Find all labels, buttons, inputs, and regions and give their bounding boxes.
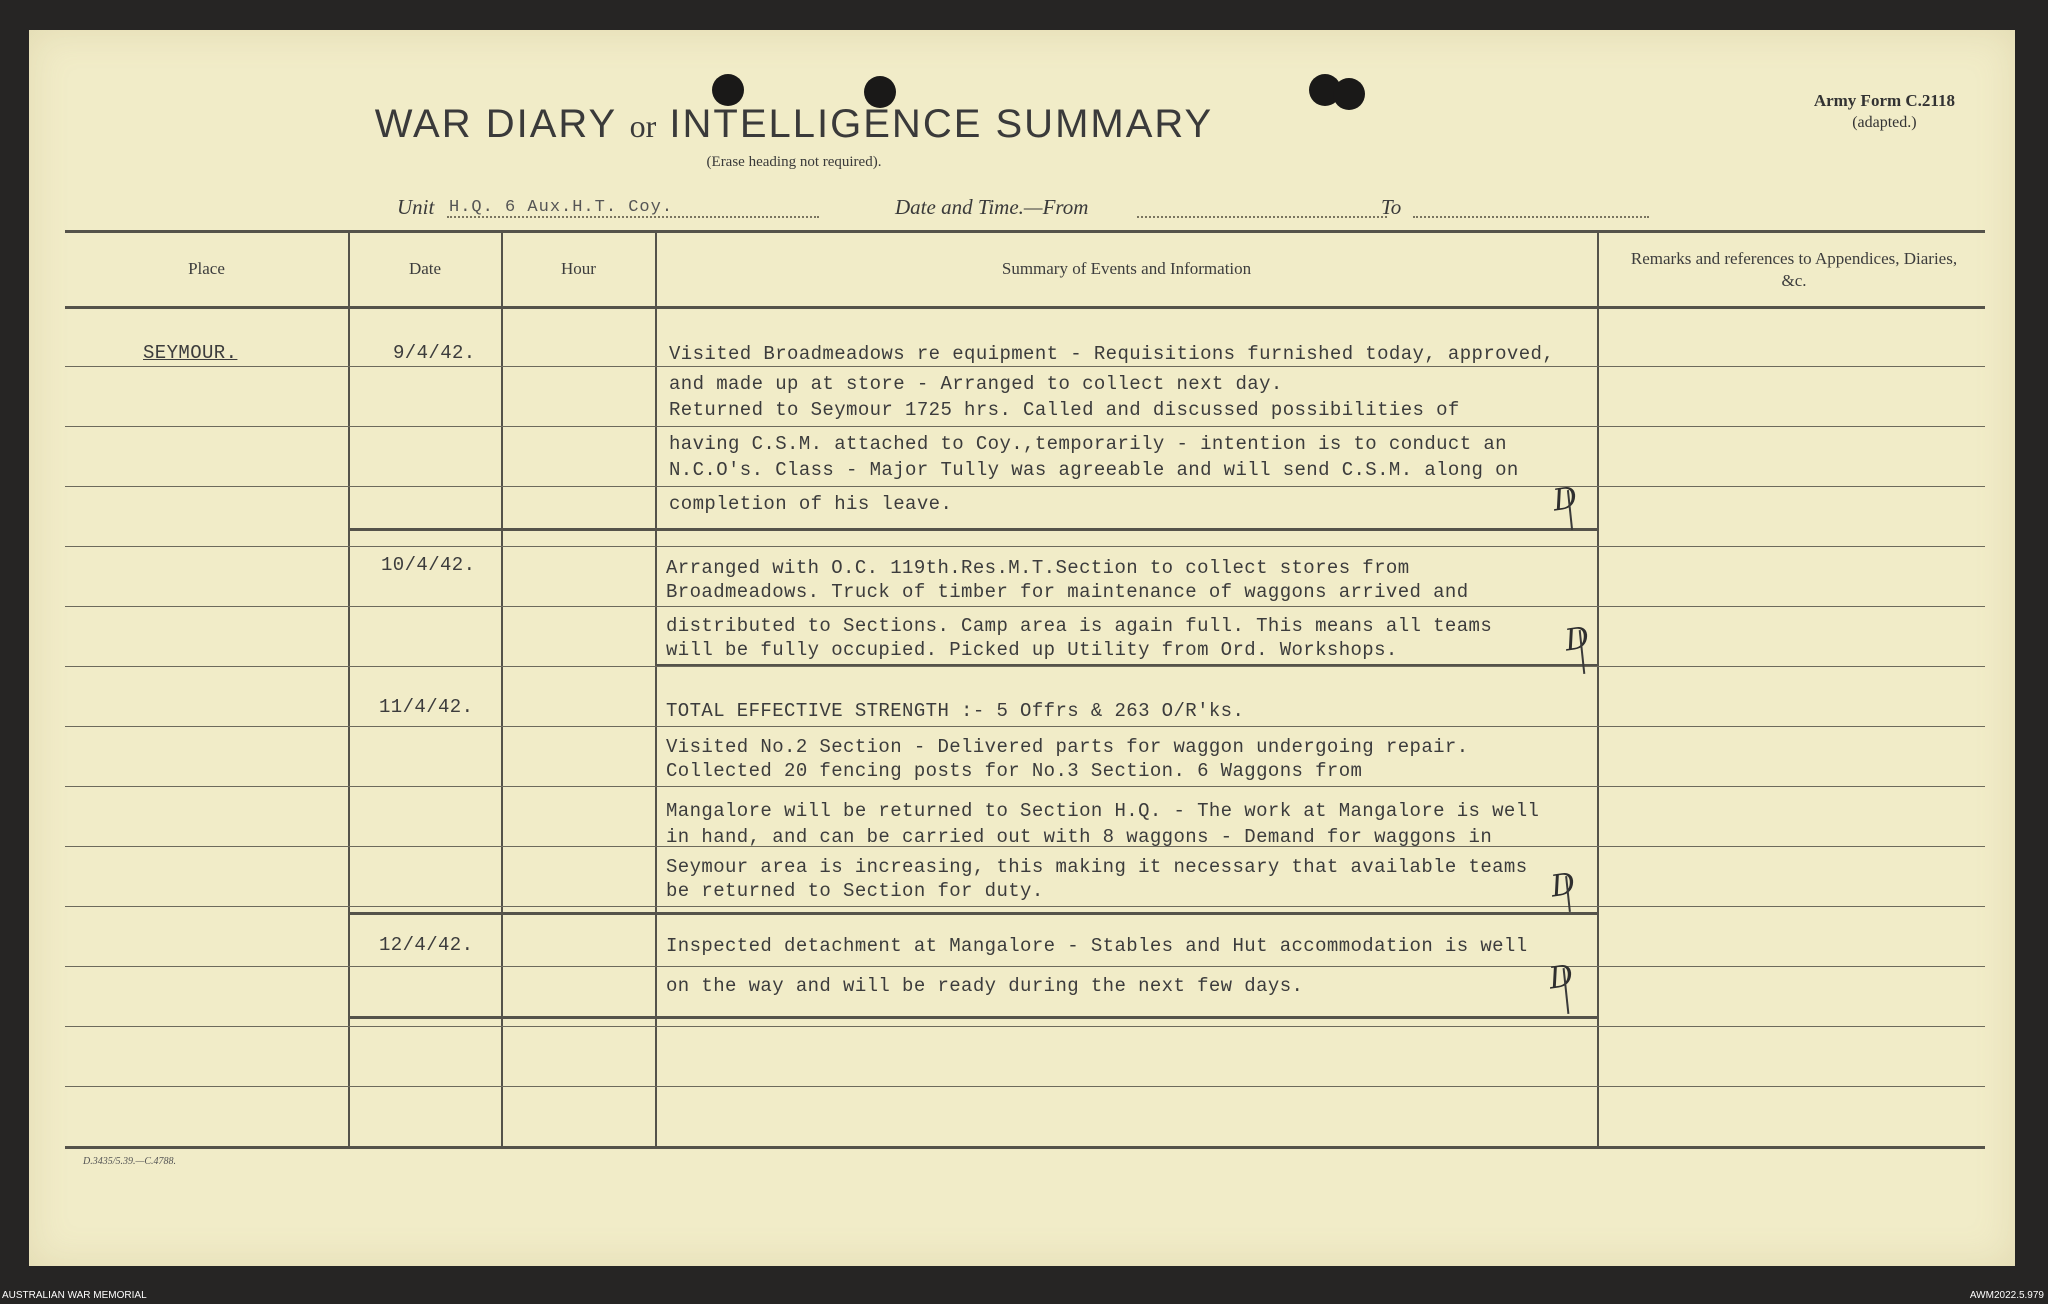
table-bottom-rule [65,1146,1985,1149]
credit-left: AUSTRALIAN WAR MEMORIAL [2,1290,147,1301]
entry-separator [349,528,1597,531]
ruled-line [65,906,1985,907]
entry-line: having C.S.M. attached to Coy.,temporarily - intention is to conduct an [669,433,1507,455]
table-top-rule [65,230,1985,233]
archive-credit-strip [0,1288,2048,1304]
entry-line: Broadmeadows. Truck of timber for maintenance of waggons arrived and [666,581,1469,603]
entry-line: on the way and will be ready during the next few days. [666,975,1304,997]
ruled-line [65,1086,1985,1087]
col-divider-summary-remarks [1597,231,1599,1148]
title-war-diary: WAR DIARY [374,102,617,146]
header-bottom-rule [65,306,1985,309]
ruled-line [65,666,1985,667]
printer-code: D.3435/5.39.—C.4788. [83,1156,177,1167]
col-header-summary: Summary of Events and Information [1001,259,1252,278]
entry-line: distributed to Sections. Camp area is again full. This means all teams [666,615,1493,637]
unit-value: H.Q. 6 Aux.H.T. Coy. [449,198,674,217]
col-header-date: Date [408,259,442,278]
ruled-line [65,606,1985,607]
entry-line: Returned to Seymour 1725 hrs. Called and discussed possibilities of [669,399,1460,421]
entry-line: in hand, and can be carried out with 8 waggons - Demand for waggons in [666,826,1493,848]
entry-place: SEYMOUR. [143,342,238,364]
ruled-line [65,726,1985,727]
credit-right: AWM2022.5.979 [1969,1290,2044,1301]
form-subtitle: (Erase heading not required). [706,154,882,170]
col-divider-hour-summary [655,231,657,1148]
army-form-number [1814,90,1955,134]
col-divider-date-hour [501,231,503,1148]
ruled-line [65,546,1985,547]
entry-line: will be fully occupied. Picked up Utility from Ord. Workshops. [666,639,1398,661]
entry-line: Seymour area is increasing, this making it necessary that available teams [666,856,1528,878]
col-header-hour: Hour [561,259,596,278]
army-form-label: Army Form C.2118 [1813,91,1955,110]
initials-signature: D [1548,866,1578,905]
form-title [29,102,1559,147]
title-or: or [629,108,657,144]
title-intelligence-summary: INTELLIGENCE SUMMARY [669,102,1214,146]
unit-dotted-line [447,216,819,218]
ruled-line [65,366,1985,367]
entry-line: Arranged with O.C. 119th.Res.M.T.Section to collect stores from [666,557,1410,579]
entry-line: TOTAL EFFECTIVE STRENGTH :- 5 Offrs & 263 O/R'ks. [666,700,1245,722]
entry-line: N.C.O's. Class - Major Tully was agreeable and will send C.S.M. along on [669,459,1519,481]
entry-line: Collected 20 fencing posts for No.3 Section. 6 Waggons from [666,760,1363,782]
entry-date: 11/4/42. [379,696,474,718]
to-dotted-line [1413,216,1649,218]
entry-line: Visited No.2 Section - Delivered parts for waggon undergoing repair. [666,736,1469,758]
army-form-adapted: (adapted.) [1852,114,1917,131]
ruled-line [65,1026,1985,1027]
col-header-remarks: Remarks and references to Appendices, Diaries, &c. [1630,249,1958,290]
entry-line: be returned to Section for duty. [666,880,1044,902]
initials-signature: D [1550,480,1580,519]
initials-signature: D [1546,958,1576,997]
entry-separator [349,1016,1597,1019]
ruled-line [65,486,1985,487]
ruled-line [65,966,1985,967]
unit-label: Unit [397,195,435,219]
from-dotted-line [1137,216,1387,218]
entry-date: 10/4/42. [381,554,476,576]
date-time-label: Date and Time.—From [895,195,1089,219]
entry-date: 9/4/42. [393,342,476,364]
entry-separator [349,912,1597,915]
entry-line: completion of his leave. [669,493,953,515]
initials-signature: D [1562,620,1592,659]
ruled-line [65,786,1985,787]
entry-line: Mangalore will be returned to Section H.Q. - The work at Mangalore is well [666,800,1540,822]
to-label: To [1381,195,1402,219]
ruled-line [65,426,1985,427]
col-divider-place-date [348,231,350,1148]
entry-date: 12/4/42. [379,934,474,956]
entry-line: and made up at store - Arranged to collect next day. [669,373,1283,395]
diary-page [29,30,2015,1266]
entry-line: Visited Broadmeadows re equipment - Requisitions furnished today, approved, [669,343,1555,365]
col-header-place: Place [188,259,225,278]
entry-line: Inspected detachment at Mangalore - Stables and Hut accommodation is well [666,935,1528,957]
